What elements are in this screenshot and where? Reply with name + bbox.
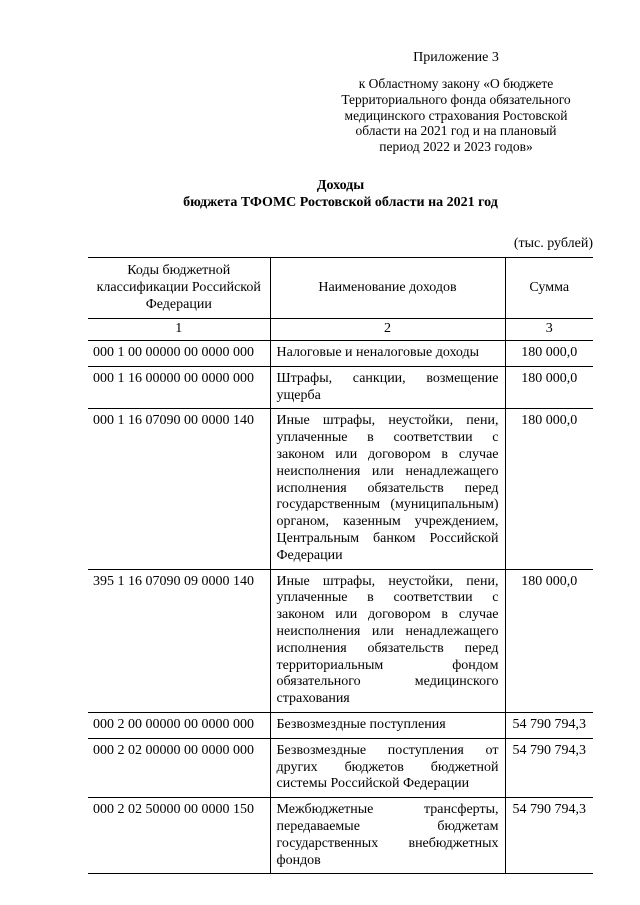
- appendix-block: [319, 50, 593, 155]
- column-number: 2: [270, 319, 505, 341]
- name-cell: Иные штрафы, неустойки, пени, уплаченные в соответствии с законом или договором в случае неисполнения или ненадлежащего исполнения обязательств перед государственным (муниципальным) органом, казенным учреждением, Центральным банком Российской Федерации: [270, 409, 505, 569]
- code-cell: 000 1 16 00000 00 0000 000: [88, 366, 270, 409]
- sum-cell: 180 000,0: [505, 341, 593, 367]
- appendix-label: Приложение 3: [413, 50, 499, 65]
- sum-cell: 54 790 794,3: [505, 738, 593, 797]
- document-title: [88, 177, 593, 212]
- table-row: [88, 713, 593, 739]
- table-header-row: [88, 257, 593, 318]
- table-row: [88, 341, 593, 367]
- law-reference-line: медицинского страхования Ростовской: [344, 107, 568, 123]
- name-cell: Иные штрафы, неустойки, пени, уплаченные в соответствии с законом или договором в случае неисполнения или ненадлежащего исполнения обязательств перед территориальным фондом обязательного медицинского страхования: [270, 569, 505, 712]
- law-reference-line: Территориального фонда обязательного: [341, 91, 571, 107]
- table-row: [88, 366, 593, 409]
- sum-cell: 180 000,0: [505, 569, 593, 712]
- sum-cell: 180 000,0: [505, 366, 593, 409]
- law-reference-line: период 2022 и 2023 годов»: [379, 139, 533, 155]
- name-cell: Штрафы, санкции, возмещение ущерба: [270, 366, 505, 409]
- column-header-sum: Сумма: [505, 257, 593, 318]
- table-row: [88, 738, 593, 797]
- revenues-table: [88, 257, 593, 875]
- code-cell: 000 2 02 50000 00 0000 150: [88, 798, 270, 874]
- law-reference: [319, 76, 593, 155]
- document-title-line1: Доходы: [316, 177, 365, 193]
- code-cell: 000 1 16 07090 00 0000 140: [88, 409, 270, 569]
- column-header-codes: Коды бюджетной классификации Российской Федерации: [88, 257, 270, 318]
- code-cell: 000 2 02 00000 00 0000 000: [88, 738, 270, 797]
- law-reference-line: области на 2021 год и на плановый: [355, 123, 557, 139]
- document-title-line2: бюджета ТФОМС Ростовской области на 2021 год: [183, 195, 498, 211]
- code-cell: 395 1 16 07090 09 0000 140: [88, 569, 270, 712]
- code-cell: 000 1 00 00000 00 0000 000: [88, 341, 270, 367]
- name-cell: Безвозмездные поступления от других бюджетов бюджетной системы Российской Федерации: [270, 738, 505, 797]
- units-note: (тыс. рублей): [513, 235, 593, 251]
- code-cell: 000 2 00 00000 00 0000 000: [88, 713, 270, 739]
- sum-cell: 54 790 794,3: [505, 713, 593, 739]
- name-cell: Безвозмездные поступления: [270, 713, 505, 739]
- name-cell: Межбюджетные трансферты, передаваемые бюджетам государственных внебюджетных фондов: [270, 798, 505, 874]
- table-row: [88, 569, 593, 712]
- column-numbers-row: [88, 319, 593, 341]
- column-number: 1: [88, 319, 270, 341]
- table-row: [88, 409, 593, 569]
- column-header-name: Наименование доходов: [270, 257, 505, 318]
- sum-cell: 54 790 794,3: [505, 798, 593, 874]
- sum-cell: 180 000,0: [505, 409, 593, 569]
- name-cell: Налоговые и неналоговые доходы: [270, 341, 505, 367]
- law-reference-line: к Областному закону «О бюджете: [358, 76, 554, 91]
- table-row: [88, 798, 593, 874]
- column-number: 3: [505, 319, 593, 341]
